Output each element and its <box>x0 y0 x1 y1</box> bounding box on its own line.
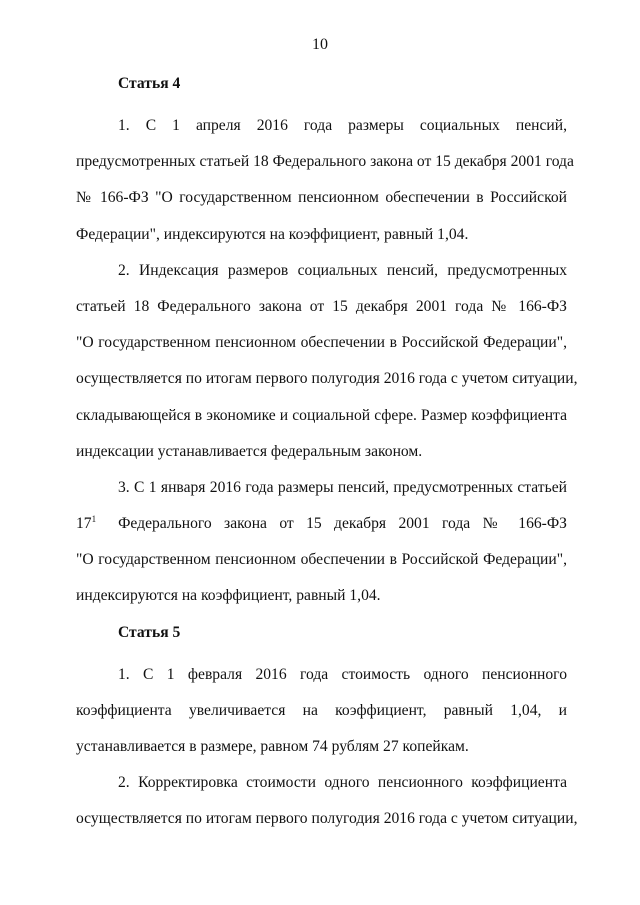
article-4-paragraph-1 <box>76 108 574 253</box>
article-number-with-superscript: $17^1$ <box>76 513 97 533</box>
text-line: коэффициента увеличивается на коэффициент, равный 1,04, и <box>76 701 567 719</box>
text-line: "О государственном пенсионном обеспечении в Российской Федерации", <box>76 551 567 569</box>
article-4-paragraph-2 <box>76 253 578 470</box>
text-line: устанавливается в размере, равном 74 рублям 27 копейкам. <box>76 738 469 755</box>
article-5-heading: Статья 5 <box>118 623 181 641</box>
article-5-paragraph-1 <box>76 657 567 766</box>
text-line: 2. Индексация размеров социальных пенсий, предусмотренных <box>118 261 567 279</box>
text-line: осуществляется по итогам первого полугодия 2016 года с учетом ситуации, <box>76 370 578 388</box>
text-line: статьей 18 Федерального закона от 15 декабря 2001 года № 166-ФЗ <box>76 297 567 315</box>
article-4-paragraph-3 <box>76 470 567 615</box>
text-line: осуществляется по итогам первого полугодия 2016 года с учетом ситуации, <box>76 810 578 828</box>
text-line: 2. Корректировка стоимости одного пенсионного коэффициента <box>118 774 567 792</box>
text-line: индексации устанавливается федеральным законом. <box>76 442 423 460</box>
superscript: 1 <box>91 513 97 524</box>
document-body <box>76 72 578 838</box>
text-line: Федерации", индексируются на коэффициент, равный 1,04. <box>76 225 469 243</box>
page-number: 10 <box>312 36 328 53</box>
text-line: складывающейся в экономике и социальной сфере. Размер коэффициента <box>76 406 567 424</box>
text-line: предусмотренных статьей 18 Федерального закона от 15 декабря 2001 года <box>76 153 574 171</box>
text-line: 1. С 1 февраля 2016 года стоимость одного пенсионного <box>118 665 567 683</box>
article-4-heading: Статья 4 <box>118 75 181 92</box>
article-5-paragraph-2 <box>76 765 578 837</box>
text-line: "О государственном пенсионном обеспечении в Российской Федерации", <box>76 334 567 352</box>
text-line: 3. С 1 января 2016 года размеры пенсий, предусмотренных статьей <box>118 478 567 496</box>
text-line: № 166-ФЗ "О государственном пенсионном обеспечении в Российской <box>76 189 567 207</box>
text-line <box>76 506 567 542</box>
text-line: 1. С 1 апреля 2016 года размеры социальных пенсий, <box>118 117 567 134</box>
text-line: индексируются на коэффициент, равный 1,04. <box>76 587 381 605</box>
text-line-rest: Федерального закона от 15 декабря 2001 года № 166-ФЗ <box>118 515 567 533</box>
